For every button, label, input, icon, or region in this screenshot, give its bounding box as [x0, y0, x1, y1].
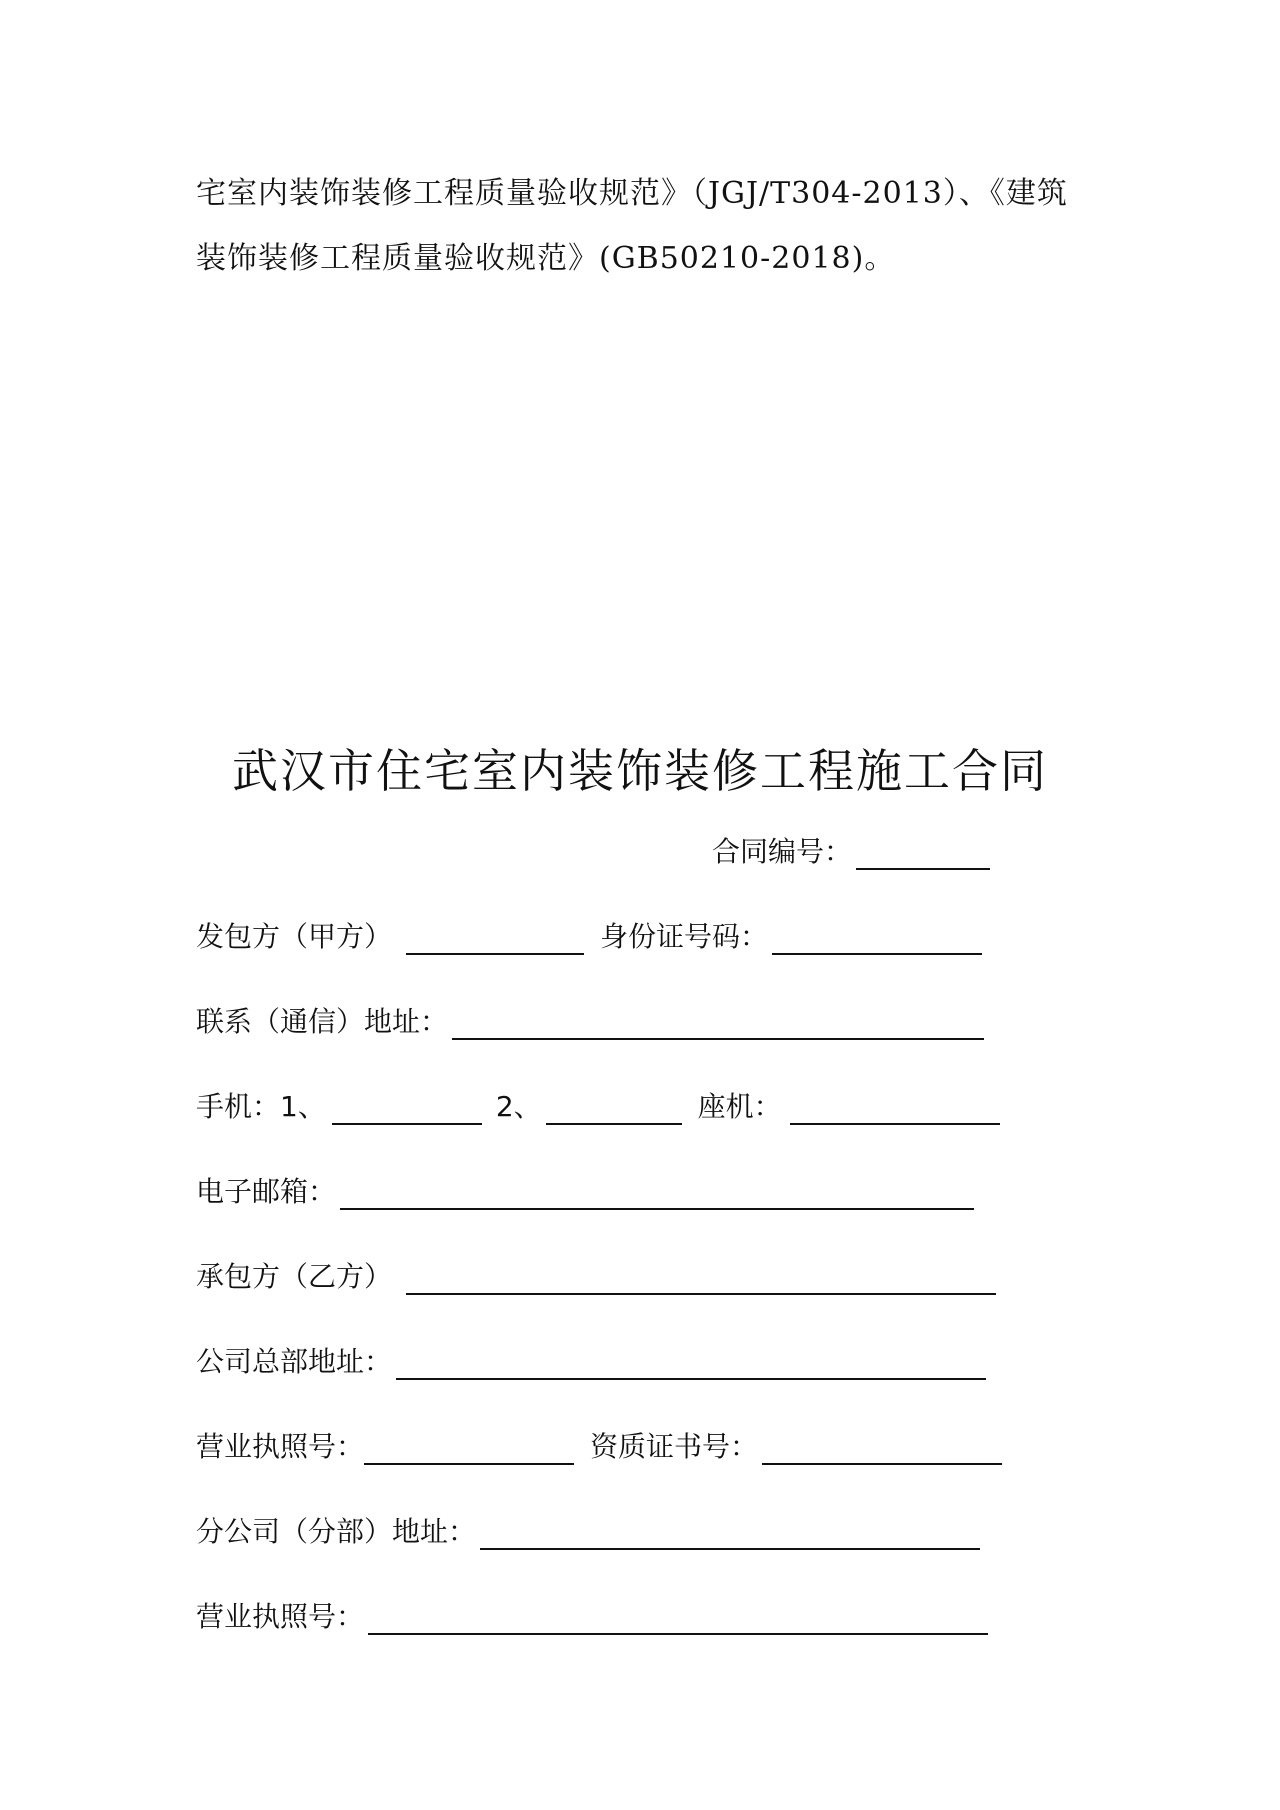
mobile-2-field[interactable] — [546, 1087, 682, 1125]
qualification-label: 资质证书号： — [590, 1430, 759, 1463]
contract-number-label: 合同编号： — [712, 835, 853, 868]
party-a-field[interactable] — [406, 917, 584, 955]
phone-row — [196, 1085, 1000, 1129]
qualification-field[interactable] — [762, 1427, 1002, 1465]
license-row — [196, 1425, 1002, 1469]
contract-number-field[interactable] — [856, 832, 990, 870]
hq-address-field[interactable] — [396, 1342, 986, 1380]
branch-address-row — [196, 1510, 980, 1554]
party-b-field[interactable] — [406, 1257, 996, 1295]
license-label: 营业执照号： — [196, 1430, 365, 1463]
branch-address-label: 分公司（分部）地址： — [196, 1515, 477, 1548]
contract-number-row — [712, 830, 990, 874]
branch-address-field[interactable] — [480, 1512, 980, 1550]
address-label: 联系（通信）地址： — [196, 1005, 449, 1038]
contract-title: 武汉市住宅室内装饰装修工程施工合同 — [232, 744, 1048, 798]
email-label: 电子邮箱： — [196, 1175, 337, 1208]
landline-field[interactable] — [790, 1087, 1000, 1125]
party-b-label: 承包方（乙方） — [196, 1260, 393, 1293]
hq-address-row — [196, 1340, 986, 1384]
party-a-label: 发包方（甲方） — [196, 920, 393, 953]
party-b-row — [196, 1255, 996, 1299]
mobile-2-label: 2、 — [495, 1090, 542, 1123]
mobile-label: 手机：1、 — [196, 1090, 326, 1123]
intro-line-2: 装饰装修工程质量验收规范》(GB50210-2018)。 — [196, 241, 896, 276]
email-field[interactable] — [340, 1172, 974, 1210]
id-number-label: 身份证号码： — [600, 920, 769, 953]
branch-license-row — [196, 1595, 988, 1639]
intro-line-1: 宅室内装饰装修工程质量验收规范》（JGJ/T304-2013）、《建筑 — [196, 176, 1068, 211]
party-a-row — [196, 915, 982, 959]
id-number-field[interactable] — [772, 917, 982, 955]
address-row — [196, 1000, 984, 1044]
hq-address-label: 公司总部地址： — [196, 1345, 393, 1378]
landline-label: 座机： — [697, 1090, 782, 1123]
email-row — [196, 1170, 974, 1214]
branch-license-field[interactable] — [368, 1597, 988, 1635]
address-field[interactable] — [452, 1002, 984, 1040]
mobile-1-field[interactable] — [332, 1087, 482, 1125]
branch-license-label: 营业执照号： — [196, 1600, 365, 1633]
license-field[interactable] — [364, 1427, 574, 1465]
